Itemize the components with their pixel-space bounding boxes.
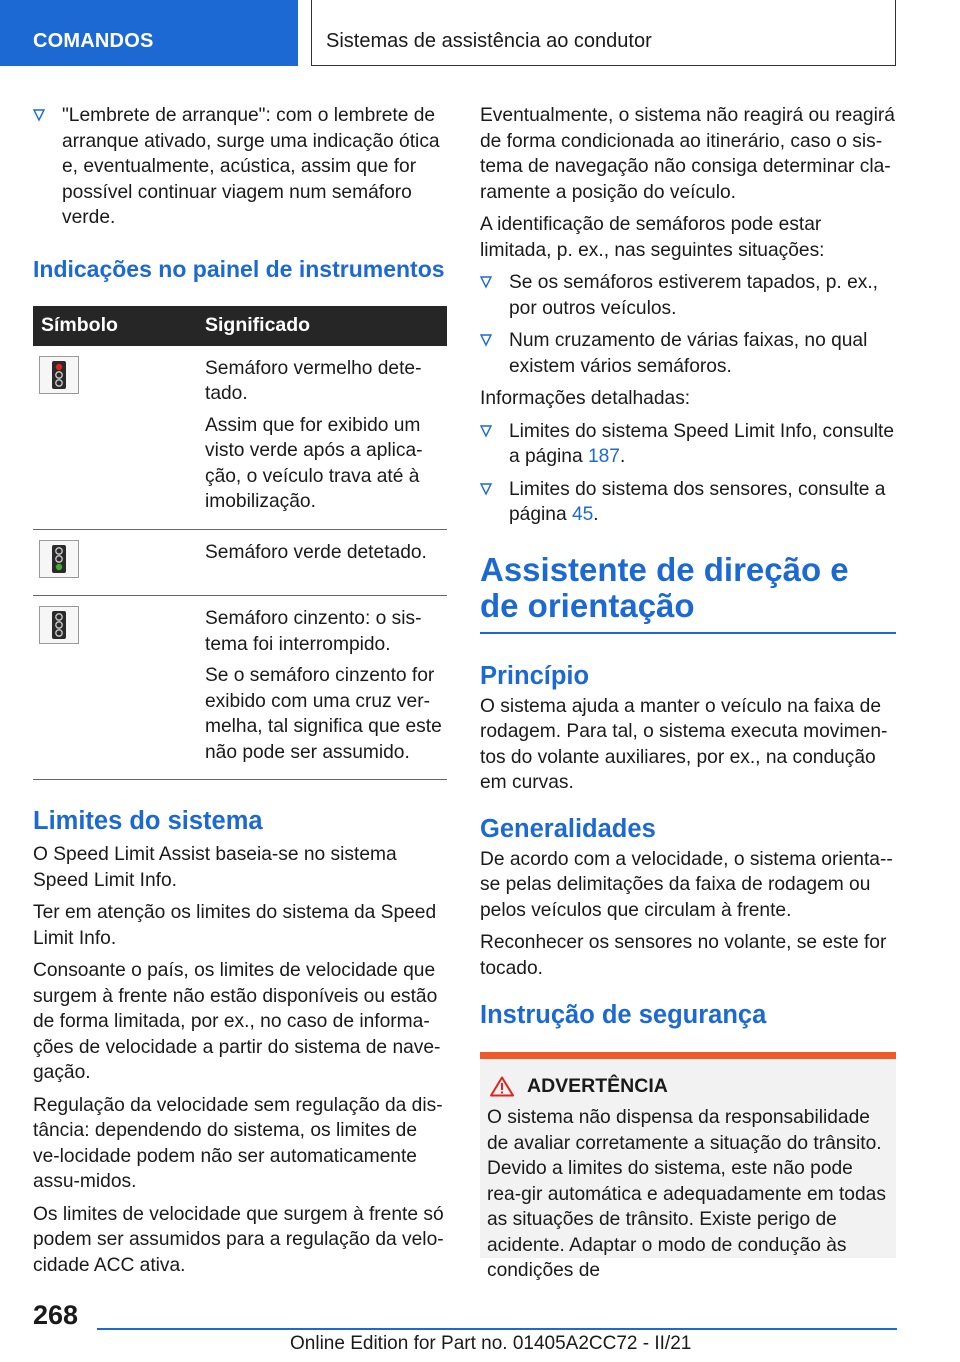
left-column (33, 103, 447, 1285)
paragraph: Reconhecer os sensores no volante, se este for tocado. (480, 932, 887, 979)
table-cell-text: Assim que for exibido um visto verde após a aplica-ção, o veículo trava até à imobilização. (205, 414, 423, 512)
bullet-triangle-icon (480, 425, 492, 437)
paragraph: Os limites de velocidade que surgem à frente só podem ser assumidos para a regulação da velo-cidade ACC ativa. (33, 1203, 444, 1276)
heading-system-limits: Limites do sistema (33, 807, 263, 835)
heading-safety: Instrução de segurança (480, 1001, 767, 1029)
heading-principle: Princípio (480, 661, 590, 690)
traffic-light-green-icon (39, 540, 79, 578)
table-header-symbol: Símbolo (33, 306, 205, 346)
table-row (33, 529, 447, 596)
heading-instrument-panel: Indicações no painel de instrumentos (33, 255, 445, 282)
list-item: Num cruzamento de várias faixas, no qual existem vários semáforos. (480, 328, 896, 379)
list-item: Limites do sistema Speed Limit Info, consulte a página 187. (480, 419, 896, 470)
page-link-45[interactable]: 45 (571, 504, 594, 525)
paragraph: A identificação de semáforos pode estar limitada, p. ex., nas seguintes situações: (480, 214, 825, 261)
symbol-table (33, 306, 447, 781)
right-column (480, 103, 896, 1281)
heading-general: Generalidades (480, 814, 656, 843)
bullet-triangle-icon (480, 334, 492, 346)
bullet-triangle-icon (33, 109, 45, 121)
traffic-light-gray-icon (39, 606, 79, 644)
table-cell-text: Semáforo cinzento: o sis-tema foi interrompido. (205, 608, 422, 655)
warning-text: O sistema não dispensa da responsabilidade de avaliar corretamente a situação do trânsito. Devido a limites do sistema, este não pode rea-gir automática e adequadamente em todas as situações de trânsito. Existe perigo de acidente. Adaptar o modo de condução às condições de (487, 1107, 886, 1281)
traffic-light-red-icon (39, 356, 79, 394)
list-item: Limites do sistema dos sensores, consulte a página 45. (480, 477, 896, 528)
warning-title: ADVERTÊNCIA (487, 1073, 890, 1099)
section-tab: COMANDOS (0, 0, 298, 66)
warning-triangle-icon (490, 1076, 514, 1097)
footer-divider (97, 1328, 897, 1330)
paragraph: Eventualmente, o sistema não reagirá ou reagirá de forma condicionada ao itinerário, caso o sis-tema de navegação não consiga determinar cla-ramente a posição do veículo. (480, 105, 895, 203)
paragraph: Regulação da velocidade sem regulação da dis-tância: dependendo do sistema, os limites de ve-locidade podem não ser automaticamente assu-midos. (33, 1094, 443, 1192)
bullet-triangle-icon (480, 483, 492, 495)
list-item: Se os semáforos estiverem tapados, p. ex., por outros veículos. (480, 270, 896, 321)
paragraph: Informações detalhadas: (480, 388, 691, 409)
table-cell-text: Semáforo verde detetado. (205, 541, 427, 563)
paragraph: Ter em atenção os limites do sistema da Speed Limit Info. (33, 902, 437, 949)
bullet-triangle-icon (480, 276, 492, 288)
table-cell-text: Semáforo vermelho dete-tado. (205, 357, 422, 404)
page-link-187[interactable]: 187 (587, 446, 620, 467)
list-item: "Lembrete de arranque": com o lembrete de arranque ativado, surge uma indicação ótica e, eventualmente, acústica, assim que for possível continuar viagem num semáforo verde. (33, 103, 447, 231)
table-row (33, 346, 447, 530)
table-cell-text: Se o semáforo cinzento for exibido com uma cruz ver-melha, tal significa que este não pode ser assumido. (205, 665, 442, 763)
table-row (33, 596, 447, 780)
warning-box (480, 1052, 896, 1281)
heading-divider (480, 632, 896, 634)
table-header-meaning: Significado (205, 306, 447, 346)
chapter-title: Sistemas de assistência ao condutor (311, 0, 896, 66)
paragraph: Consoante o país, os limites de velocidade que surgem à frente não estão disponíveis ou estão de forma limitada, por ex., no caso de informa-ções de velocidade a partir do sistema de nave-gação. (33, 960, 441, 1083)
heading-steering-assistant: Assistente de direção e de orientação (480, 550, 849, 624)
paragraph: O Speed Limit Assist baseia-se no sistema Speed Limit Info. (33, 844, 397, 891)
paragraph: O sistema ajuda a manter o veículo na faixa de rodagem. Para tal, o sistema executa movimen-tos do volante auxiliares, por ex., na condução em curvas. (480, 695, 888, 793)
paragraph: De acordo com a velocidade, o sistema orienta--se pelas delimitações da faixa de rodagem ou pelos veículos que circulam à frente. (480, 848, 893, 921)
footer-edition: Online Edition for Part no. 01405A2CC72 - II/21 (290, 1333, 692, 1354)
page-number: 268 (33, 1300, 79, 1330)
